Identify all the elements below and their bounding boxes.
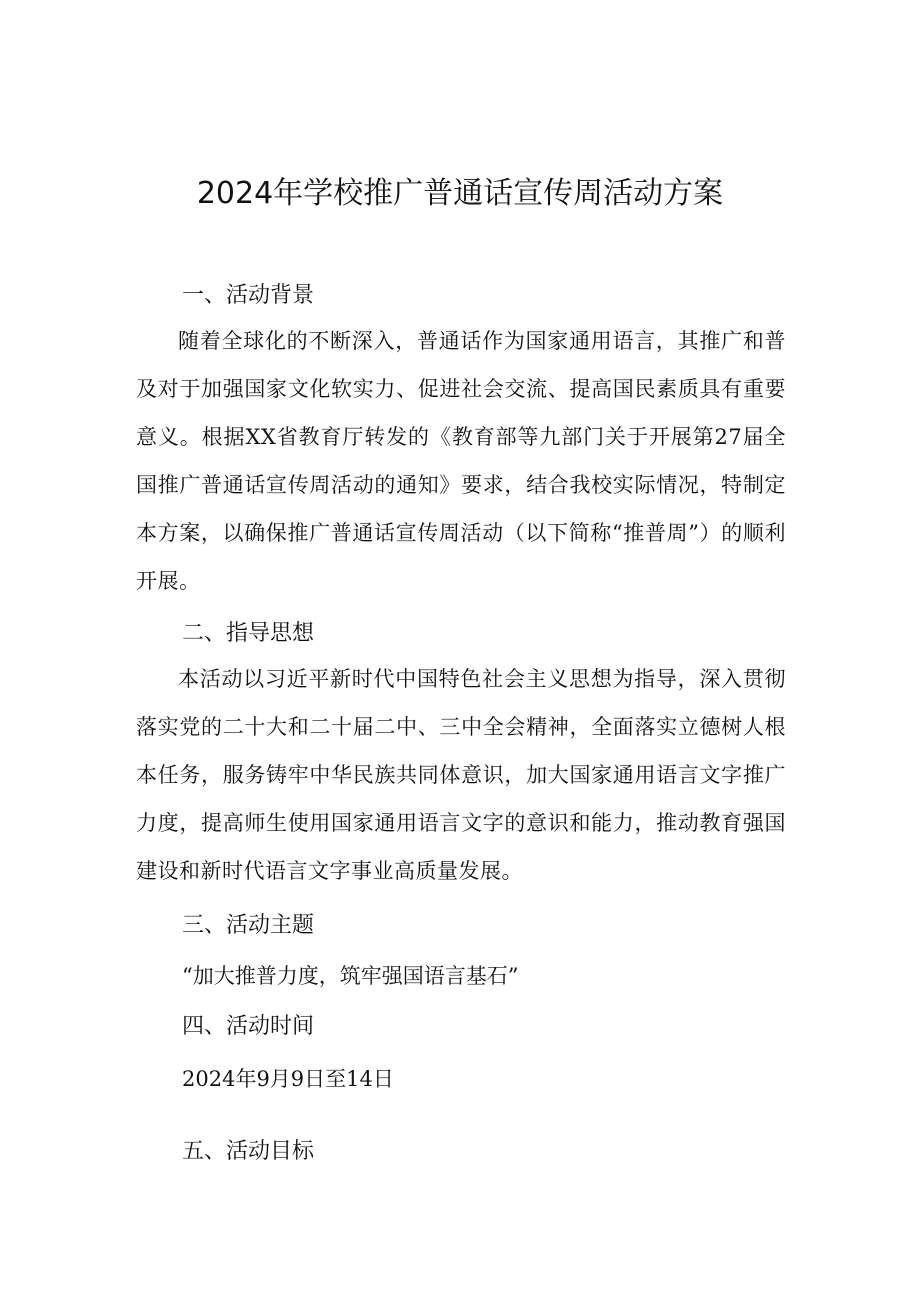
section-heading-background: 一、活动背景	[182, 283, 315, 308]
section-paragraph-guiding-ideology: 本活动以习近平新时代中国特色社会主义思想为指导，深入贯彻落实党的二十大和二十届二中、三中全会精神，全面落实立德树人根本任务，服务铸牢中华民族共同体意识，加大国家通用语言文字推广力度，提高师生使用国家通用语言文字的意识和能力，推动教育强国建设和新时代语言文字事业高质量发展。	[136, 667, 786, 883]
section-heading-theme: 三、活动主题	[182, 913, 315, 938]
section-heading-guiding-ideology: 二、指导思想	[182, 621, 315, 646]
section-heading-goals: 五、活动目标	[182, 1139, 315, 1164]
document-title: 2024年学校推广普通话宣传周活动方案	[196, 176, 724, 211]
section-paragraph-background: 随着全球化的不断深入，普通话作为国家通用语言，其推广和普及对于加强国家文化软实力、促进社会交流、提高国民素质具有重要意义。根据XX省教育厅转发的《教育部等九部门关于开展第27届全国推广普通话宣传周活动的通知》要求，结合我校实际情况，特制定本方案，以确保推广普通话宣传周活动（以下简称“推普周”）的顺利开展。	[136, 329, 786, 593]
activity-dates: 2024年9月9日至14日	[182, 1067, 394, 1091]
section-heading-time: 四、活动时间	[182, 1014, 315, 1039]
theme-slogan: “加大推普力度，筑牢强国语言基石”	[182, 964, 519, 988]
